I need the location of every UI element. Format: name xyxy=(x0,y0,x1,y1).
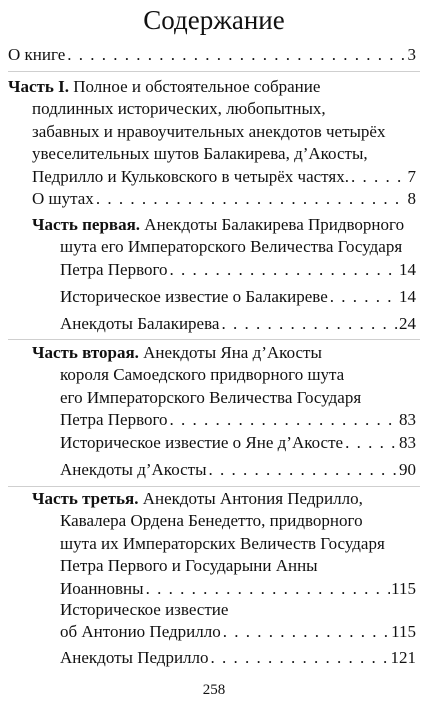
toc-entry-text: Анекдоты Яна д’Акосты xyxy=(138,343,322,362)
page-title: Содержание xyxy=(143,5,285,35)
toc-page-number: 14 xyxy=(399,259,416,279)
dot-leader xyxy=(345,432,398,454)
toc-page-number: 121 xyxy=(390,648,416,667)
toc-page-number: 8 xyxy=(407,189,416,208)
toc-entry-text: Педрилло и Кульковского в четырёх частях. xyxy=(32,166,349,186)
dot-leader xyxy=(170,259,398,281)
dot-leader xyxy=(67,44,406,66)
dot-leader xyxy=(221,313,398,335)
toc-page-number: 83 xyxy=(399,433,416,452)
toc-entry-section-3[interactable] xyxy=(32,488,416,600)
toc-entry-text: Петра Первого xyxy=(60,259,168,279)
divider xyxy=(8,339,420,340)
toc-subentry-balakirev-anecdotes[interactable] xyxy=(60,313,416,335)
dot-leader xyxy=(146,578,391,600)
dot-leader xyxy=(330,286,398,308)
toc-entry-text: шута их Императорских Величеств Государя xyxy=(60,533,385,553)
dot-leader xyxy=(211,647,390,669)
toc-page-number: 115 xyxy=(391,578,416,598)
toc-subentry-balakirev-history[interactable] xyxy=(60,286,416,308)
toc-entry-text: подлинных исторических, любопытных, xyxy=(32,99,326,119)
toc-entry-section-1[interactable] xyxy=(32,214,416,281)
toc-entry-jesters[interactable] xyxy=(32,188,416,210)
toc-part-label: Часть I. xyxy=(8,77,69,96)
divider xyxy=(8,71,420,72)
dot-leader xyxy=(170,409,398,431)
toc-entry-title: Анекдоты Балакирева xyxy=(60,314,220,333)
toc-part-label: Часть вторая. xyxy=(32,343,139,362)
toc-subentry-pedrillo-anecdotes[interactable] xyxy=(60,647,416,669)
dot-leader xyxy=(351,166,407,188)
toc-entry-text: Иоанновны xyxy=(60,578,144,598)
toc-subentry-pedrillo-history[interactable] xyxy=(60,599,416,644)
toc-entry-text: Анекдоты Балакирева Придворного xyxy=(140,215,405,234)
toc-entry-text: Петра Первого и Государыни Анны xyxy=(60,556,318,576)
toc-entry-text: короля Самоедского придворного шута xyxy=(60,365,345,385)
toc-page-number: 3 xyxy=(407,45,416,64)
dot-leader xyxy=(96,188,407,210)
toc-entry-text: Кавалера Ордена Бенедетто, придворного xyxy=(60,511,363,531)
toc-entry-title: Историческое известие о Яне д’Акосте xyxy=(60,433,344,452)
toc-entry-title: Анекдоты Педрилло xyxy=(60,648,209,667)
toc-entry-text: его Императорского Величества Государя xyxy=(60,387,362,407)
toc-entry-text: Петра Первого xyxy=(60,410,168,430)
divider xyxy=(8,486,420,487)
toc-entry-title: О шутах xyxy=(32,189,94,208)
toc-page-number: 83 xyxy=(399,410,416,430)
toc-page-number: 90 xyxy=(399,460,416,479)
toc-part-label: Часть первая. xyxy=(32,215,141,234)
page-number: 258 xyxy=(202,682,226,698)
toc-page-number: 14 xyxy=(399,287,416,306)
toc-entry-title: Анекдоты д’Акосты xyxy=(60,460,207,479)
toc-entry-text: забавных и нравоучительных анекдотов четырёх xyxy=(32,121,386,141)
toc-entry-text: Анекдоты Антония Педрилло, xyxy=(138,489,363,508)
toc-subentry-dacosta-history[interactable] xyxy=(60,432,416,454)
toc-page-number: 115 xyxy=(391,622,416,642)
toc-entry-part-1[interactable] xyxy=(8,76,416,188)
toc-part-label: Часть третья. xyxy=(32,489,139,508)
dot-leader xyxy=(209,459,398,481)
toc-entry-title: Историческое известие xyxy=(60,600,229,619)
toc-subentry-dacosta-anecdotes[interactable] xyxy=(60,459,416,481)
dot-leader xyxy=(223,621,390,643)
toc-entry-title: Историческое известие о Балакиреве xyxy=(60,287,328,306)
toc-page-number: 7 xyxy=(407,166,416,186)
toc-page-number: 24 xyxy=(399,314,416,333)
toc-entry-title: об Антонио Педрилло xyxy=(60,622,221,642)
toc-entry-section-2[interactable] xyxy=(32,342,416,432)
toc-entry-text: увеселительных шутов Балакирева, д’Акосты, xyxy=(32,144,368,164)
toc-entry-text: Полное и обстоятельное собрание xyxy=(68,77,321,96)
toc-entry-title: О книге xyxy=(8,45,66,64)
toc-entry-text: шута его Императорского Величества Государя xyxy=(60,237,403,257)
toc-entry-about[interactable] xyxy=(8,44,416,66)
